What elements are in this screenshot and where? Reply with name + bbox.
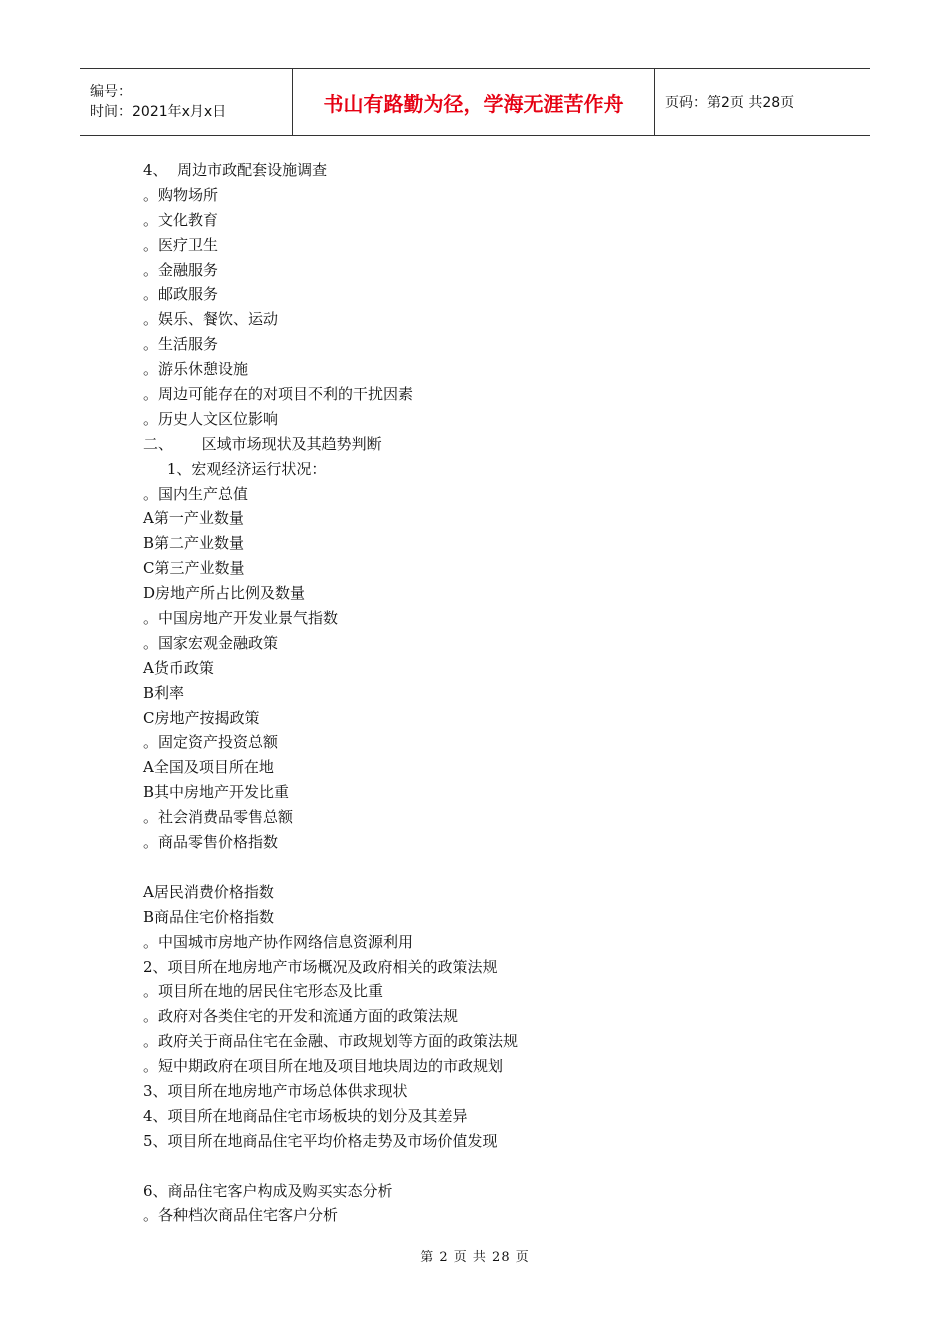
document-line: B第二产业数量 <box>143 534 245 553</box>
page-footer <box>0 1246 950 1265</box>
document-line: 4、项目所在地商品住宅市场板块的划分及其差异 <box>143 1106 468 1125</box>
blank-line <box>143 855 843 880</box>
document-line: 。固定资产投资总额 <box>143 733 279 752</box>
header-page-info <box>655 69 870 135</box>
document-line: 二、 区域市场现状及其趋势判断 <box>143 434 382 453</box>
document-line: 。国家宏观金融政策 <box>143 633 279 652</box>
document-line: 。各种档次商品住宅客户分析 <box>143 1206 339 1225</box>
page-header <box>80 68 870 136</box>
document-line: D房地产所占比例及数量 <box>143 584 306 603</box>
document-line: 5、项目所在地商品住宅平均价格走势及市场价值发现 <box>143 1131 498 1150</box>
document-line: 6、商品住宅客户构成及购买实态分析 <box>143 1181 393 1200</box>
document-line: 。游乐休憩设施 <box>143 360 249 379</box>
document-line: 。社会消费品零售总额 <box>143 808 294 827</box>
header-motto <box>293 69 655 135</box>
document-line: 。医疗卫生 <box>143 235 219 254</box>
document-line: B利率 <box>143 683 185 702</box>
document-line: A全国及项目所在地 <box>143 758 274 777</box>
document-line: A第一产业数量 <box>143 509 244 528</box>
document-line: 4、 周边市政配套设施调查 <box>143 161 328 179</box>
document-line: 。政府对各类住宅的开发和流通方面的政策法规 <box>143 1007 459 1026</box>
document-line: 。历史人文区位影响 <box>143 409 279 428</box>
document-line: B其中房地产开发比重 <box>143 783 290 802</box>
document-line: 。文化教育 <box>143 210 219 229</box>
motto-text: 书山有路勤为径，学海无涯苦作舟 <box>323 91 624 116</box>
document-line: 。周边可能存在的对项目不利的干扰因素 <box>143 385 414 404</box>
document-line: 。中国房地产开发业景气指数 <box>143 609 339 628</box>
document-line: 2、项目所在地房地产市场概况及政府相关的政策法规 <box>143 957 498 976</box>
document-line: 。生活服务 <box>143 335 219 354</box>
document-body <box>143 158 843 1228</box>
document-line: A居民消费价格指数 <box>143 882 274 901</box>
header-meta <box>80 69 293 135</box>
document-line: 1、宏观经济运行状况： <box>143 459 327 478</box>
document-line: 。购物场所 <box>143 185 219 204</box>
document-line: 。商品零售价格指数 <box>143 833 279 852</box>
document-line: 。邮政服务 <box>143 285 219 304</box>
document-line: 。国内生产总值 <box>143 484 249 503</box>
document-line: C第三产业数量 <box>143 559 245 578</box>
blank-line <box>143 1154 843 1179</box>
document-line: C房地产按揭政策 <box>143 708 260 727</box>
document-line: 。项目所在地的居民住宅形态及比重 <box>143 982 384 1001</box>
footer-page-number: 第 2 页 共 28 页 <box>420 1250 530 1265</box>
document-time: 时间：2021年x月x日 <box>90 104 227 120</box>
document-line: 。中国城市房地产协作网络信息资源利用 <box>143 932 414 951</box>
document-line: 3、项目所在地房地产市场总体供求现状 <box>143 1081 408 1100</box>
document-number-label: 编号： <box>90 84 132 100</box>
document-line: 。政府关于商品住宅在金融、市政规划等方面的政策法规 <box>143 1032 519 1051</box>
document-line: 。短中期政府在项目所在地及项目地块周边的市政规划 <box>143 1057 504 1076</box>
document-line: A货币政策 <box>143 658 214 677</box>
document-line: B商品住宅价格指数 <box>143 907 275 926</box>
document-line: 。金融服务 <box>143 260 219 279</box>
document-line: 。娱乐、餐饮、运动 <box>143 310 279 329</box>
page-info-text: 页码：第2页 共28页 <box>665 95 795 111</box>
